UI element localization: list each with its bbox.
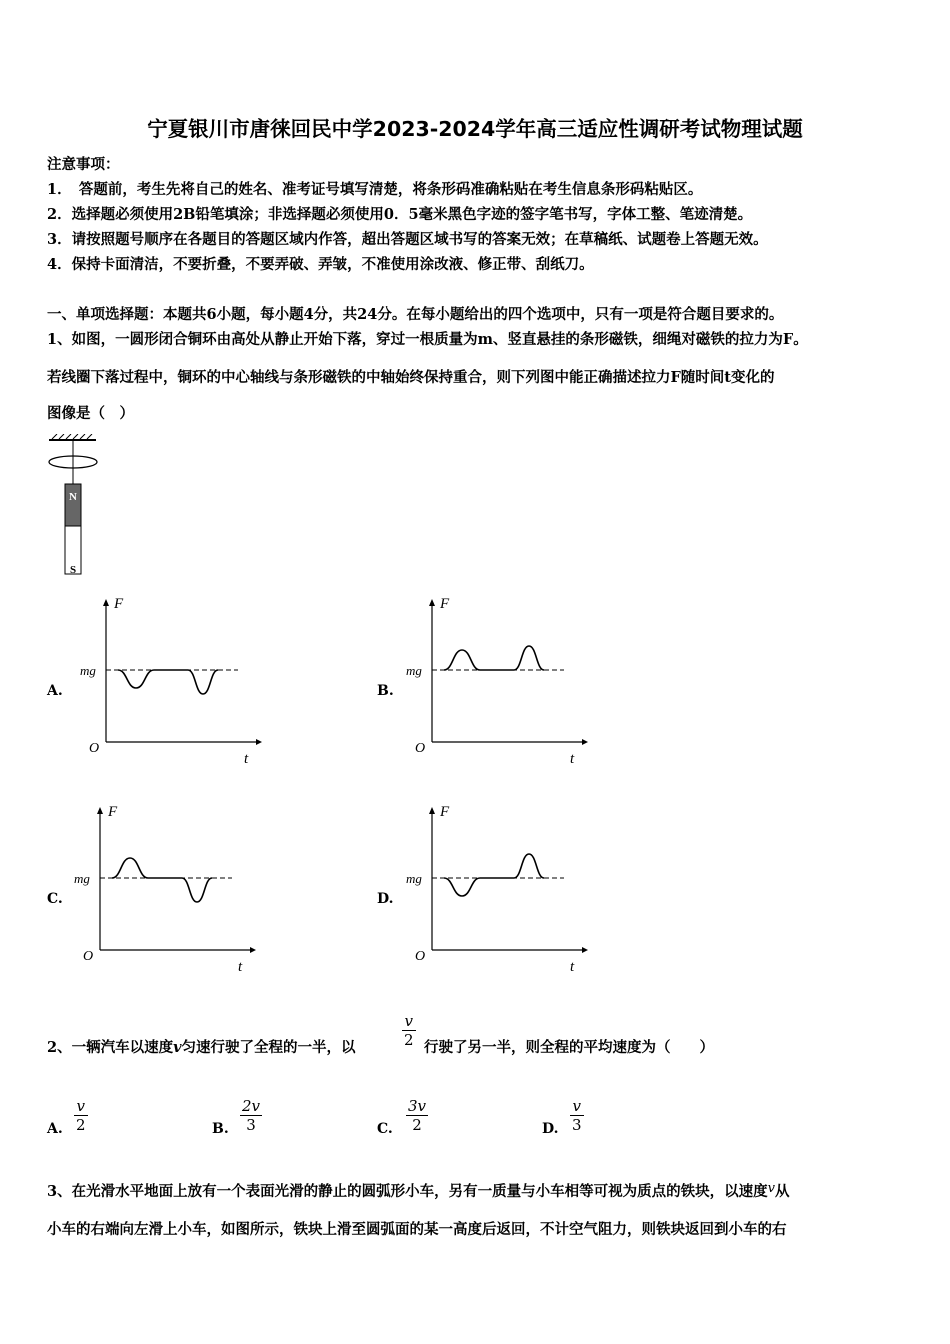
- graph-option-c: [72, 800, 272, 978]
- mg-label: mg: [406, 871, 422, 886]
- x-axis-arrow: [250, 947, 256, 953]
- x-axis-label: t: [570, 751, 575, 767]
- q2-stem: [47, 1036, 356, 1057]
- fraction-numerator: 2v: [242, 1097, 261, 1115]
- mg-label: mg: [406, 663, 422, 678]
- notice-item: 1． 答题前，考生先将自己的姓名、准考证号填写清楚，将条形码准确粘贴在考生信息条形码粘贴区。: [47, 181, 703, 198]
- x-axis-label: t: [238, 959, 243, 975]
- option-b-label: B.: [377, 683, 394, 699]
- graph-option-a: [78, 592, 278, 770]
- magnet-figure: [44, 434, 104, 576]
- origin-label: O: [415, 741, 426, 756]
- q2-middle: 匀速行驶了全程的一半，以: [181, 1039, 356, 1056]
- y-axis-arrow: [429, 807, 435, 814]
- y-axis-label: F: [108, 804, 118, 820]
- y-axis-label: F: [440, 804, 450, 820]
- magnet-s-label: S: [69, 564, 77, 576]
- q2-option-c-value: [406, 1097, 428, 1134]
- q2-option-a-value: [74, 1097, 88, 1134]
- fraction-denominator: 3: [572, 1116, 582, 1134]
- x-axis-arrow: [582, 947, 588, 953]
- mg-label: mg: [74, 871, 90, 886]
- mg-label: mg: [80, 663, 96, 678]
- x-axis-arrow: [256, 739, 262, 745]
- option-a-label: A.: [47, 683, 63, 699]
- force-curve: [444, 854, 544, 896]
- section-heading: 一、单项选择题：本题共6小题，每小题4分，共24分。在每小题给出的四个选项中，只有一项是符合题目要求的。: [47, 306, 784, 323]
- fraction-numerator: 3v: [408, 1097, 427, 1115]
- q2-option-d-value: [570, 1097, 584, 1134]
- fraction-denominator: 3: [246, 1116, 256, 1134]
- magnet-n-label: N: [69, 491, 77, 503]
- notice-heading: 注意事项：: [47, 156, 120, 173]
- force-curve: [118, 670, 218, 694]
- q3-line1: [47, 1180, 789, 1201]
- q2-frac-den: 2: [404, 1031, 414, 1049]
- force-curve: [112, 858, 212, 902]
- graph-option-d: [404, 800, 604, 978]
- q2-var: v: [173, 1039, 182, 1056]
- y-axis-arrow: [97, 807, 103, 814]
- q3-var: v: [767, 1181, 775, 1196]
- q2-suffix: 行驶了另一半，则全程的平均速度为（ ）: [424, 1039, 714, 1056]
- q3-line1-text: 3、在光滑水平地面上放有一个表面光滑的静止的圆弧形小车，另有一质量与小车相等可视为质点的铁块，以速度: [47, 1183, 768, 1200]
- q2-frac-num: v: [402, 1012, 416, 1031]
- origin-label: O: [83, 949, 94, 964]
- q3-line1-end: 从: [774, 1183, 790, 1200]
- fraction-denominator: 2: [76, 1116, 86, 1134]
- option-d-label: D.: [377, 891, 394, 907]
- q2-option-a-label: A.: [47, 1121, 63, 1137]
- q2-option-b-value: [240, 1097, 262, 1134]
- q2-option-b-label: B.: [212, 1121, 229, 1137]
- graph-option-b: [404, 592, 604, 770]
- q1-line3: 图像是（ ）: [47, 405, 134, 422]
- notice-item: 4．保持卡面清洁，不要折叠，不要弄破、弄皱，不准使用涂改液、修正带、刮纸刀。: [47, 256, 594, 273]
- origin-label: O: [89, 741, 100, 756]
- y-axis-arrow: [429, 599, 435, 606]
- notice-item: 3．请按照题号顺序在各题目的答题区域内作答，超出答题区域书写的答案无效；在草稿纸、试题卷上答题无效。: [47, 231, 768, 248]
- q2-option-d-label: D.: [542, 1121, 559, 1137]
- fraction-denominator: 2: [412, 1116, 422, 1134]
- q2-prefix: 2、一辆汽车以速度: [47, 1039, 174, 1056]
- fraction-numerator: v: [74, 1097, 88, 1116]
- q3-line2: 小车的右端向左滑上小车，如图所示，铁块上滑至圆弧面的某一高度后返回，不计空气阻力，则铁块返回到小车的右: [47, 1221, 787, 1238]
- force-curve: [444, 646, 544, 670]
- q1-line2: 若线圈下落过程中，铜环的中心轴线与条形磁铁的中轴始终保持重合，则下列图中能正确描述拉力F随时间t变化的: [47, 369, 775, 386]
- x-axis-label: t: [244, 751, 249, 767]
- y-axis-label: F: [114, 596, 124, 612]
- origin-label: O: [415, 949, 426, 964]
- page-title: 宁夏银川市唐徕回民中学2023-2024学年高三适应性调研考试物理试题: [147, 117, 803, 141]
- option-c-label: C.: [47, 891, 63, 907]
- q1-line1: 1、如图，一圆形闭合铜环由高处从静止开始下落，穿过一根质量为m、竖直悬挂的条形磁铁，细绳对磁铁的拉力为F。: [47, 331, 808, 348]
- x-axis-arrow: [582, 739, 588, 745]
- fraction-numerator: v: [570, 1097, 584, 1116]
- notice-item: 2．选择题必须使用2B铅笔填涂；非选择题必须使用0．5毫米黑色字迹的签字笔书写，字体工整、笔迹清楚。: [47, 206, 753, 223]
- q2-option-c-label: C.: [377, 1121, 393, 1137]
- y-axis-label: F: [440, 596, 450, 612]
- q2-inline-fraction: [402, 1012, 416, 1049]
- x-axis-label: t: [570, 959, 575, 975]
- y-axis-arrow: [103, 599, 109, 606]
